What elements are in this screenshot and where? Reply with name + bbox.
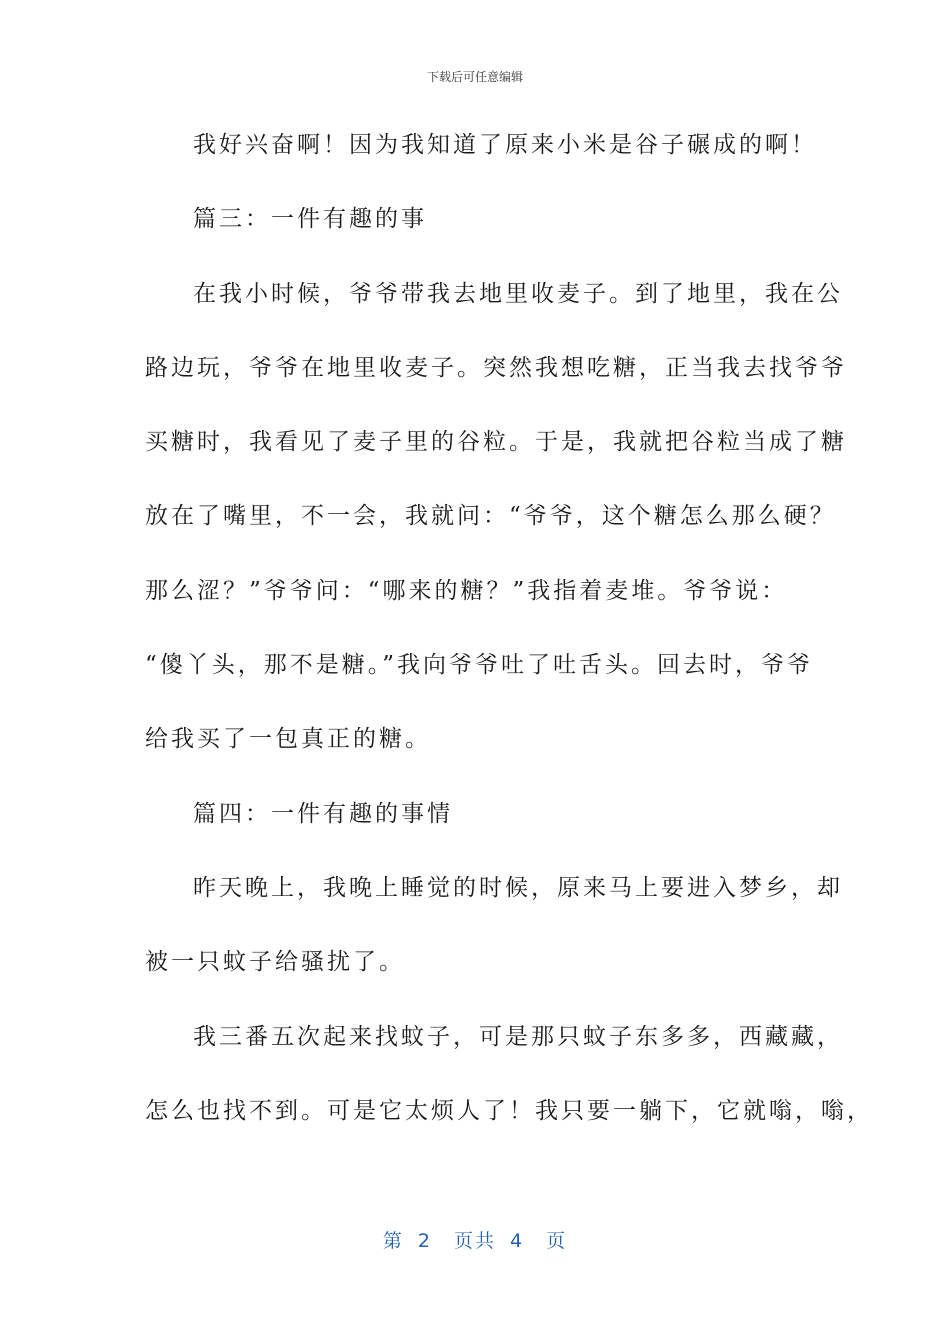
paragraph-line: 路边玩，爷爷在地里收麦子。突然我想吃糖，正当我去找爷爷 [145,354,847,381]
paragraph-line: 怎么也找不到。可是它太烦人了！我只要一躺下，它就嗡，嗡， [145,1097,873,1124]
paragraph-line: 被一只蚊子给骚扰了。 [145,949,405,976]
section-heading: 篇三：一件有趣的事 [193,206,427,233]
paragraph-line: 放在了嘴里，不一会，我就问：“爷爷，这个糖怎么那么硬？ [145,503,836,530]
document-body [145,118,873,1158]
section-heading: 篇四：一件有趣的事情 [193,800,453,827]
footer-middle: 页共 [453,1230,496,1252]
paragraph-line: 给我买了一包真正的糖。 [145,726,431,753]
footer-suffix: 页 [546,1230,568,1252]
paragraph-line: 昨天晚上，我晚上睡觉的时候，原来马上要进入梦乡，却 [193,874,843,901]
page-number-footer [0,1226,950,1253]
total-pages-number: 4 [510,1230,525,1252]
paragraph-line: 那么涩？”爷爷问：“哪来的糖？”我指着麦堆。爷爷说： [145,577,788,604]
paragraph-line: 我三番五次起来找蚊子，可是那只蚊子东多多，西藏藏， [193,1023,843,1050]
header-note: 下载后可任意编辑 [426,70,523,84]
current-page-number: 2 [417,1230,432,1252]
paragraph-line: 买糖时，我看见了麦子里的谷粒。于是，我就把谷粒当成了糖 [145,429,847,456]
paragraph-line: 在我小时候，爷爷带我去地里收麦子。到了地里，我在公 [193,280,843,307]
footer-prefix: 第 [382,1230,404,1252]
paragraph-line: “傻丫头，那不是糖。”我向爷爷吐了吐舌头。回去时，爷爷 [145,652,814,679]
paragraph-line: 我好兴奋啊！因为我知道了原来小米是谷子碾成的啊！ [193,132,817,158]
